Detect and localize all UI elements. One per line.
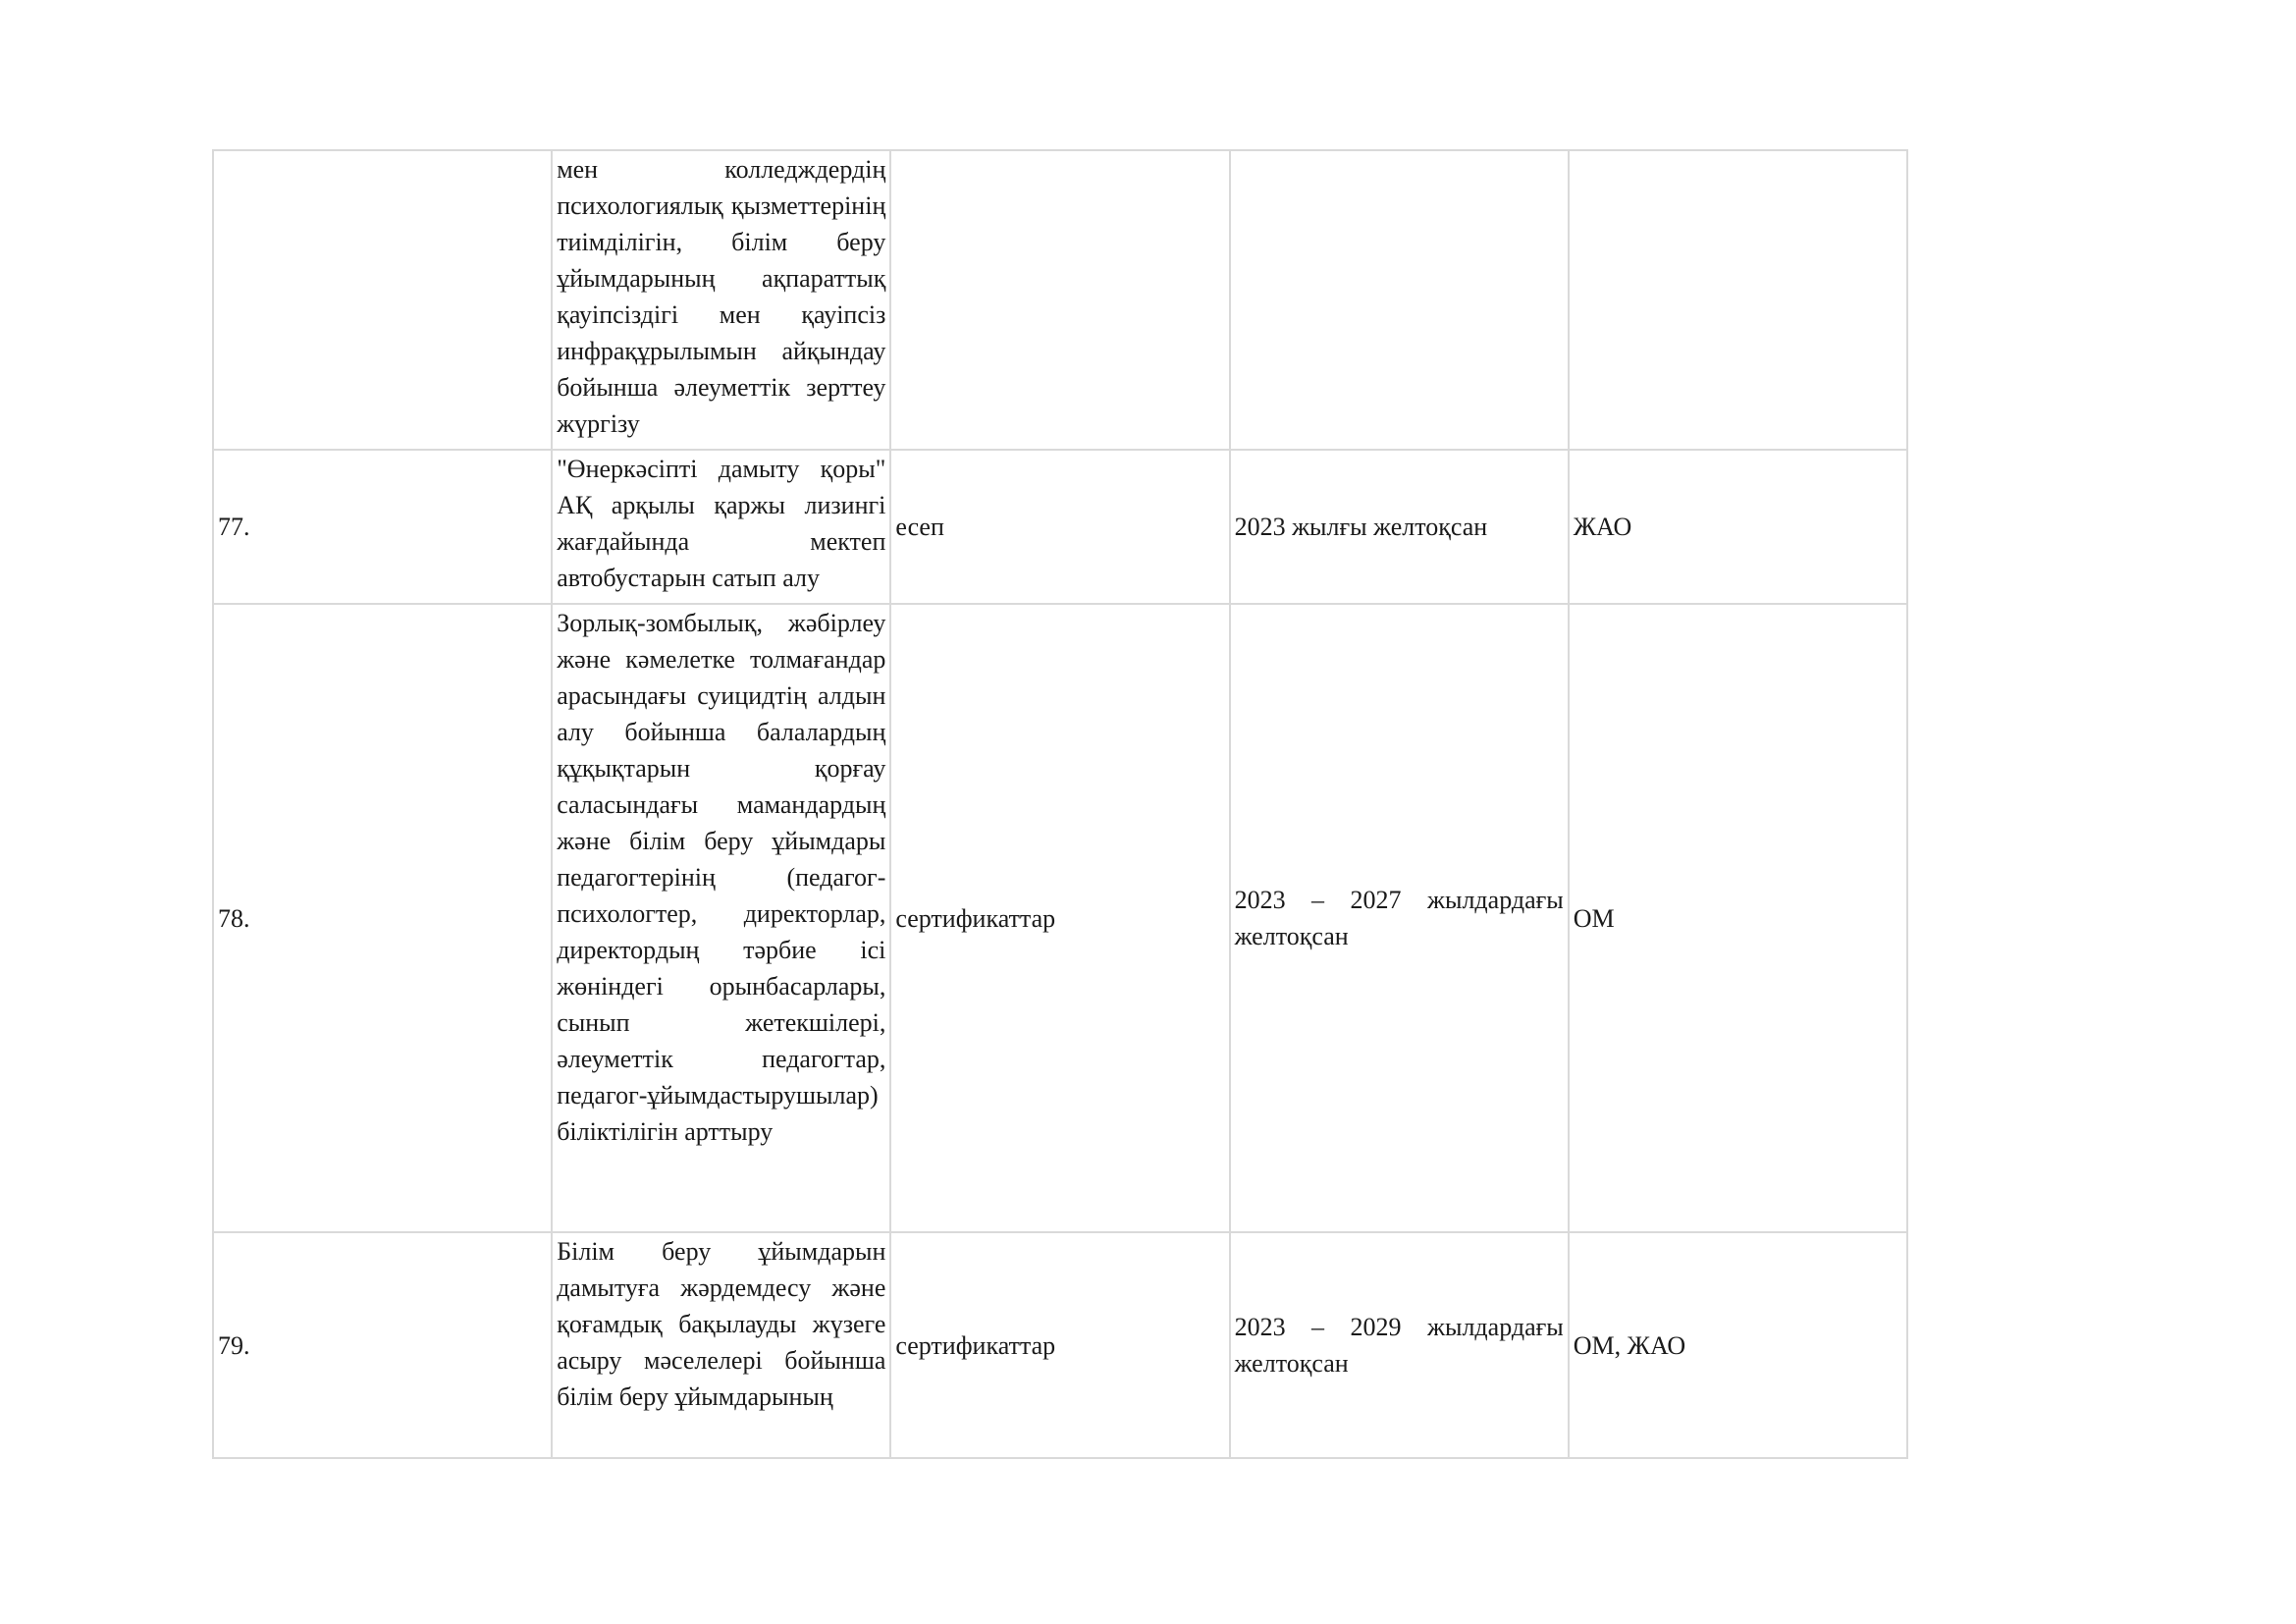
row-description: Зорлық-зомбылық, жәбірлеу және кәмелетке толмағандар арасындағы суицидтің алдын алу бойынша балалардың құқықтарын қорғау саласындағы мамандардың және білім беру ұйымдары педагогтерінің (педагог-психологтер, директорлар, директордың тәрбие ісі жөніндегі орынбасарлары, сынып жетекшілері, әлеуметтік педагогтар, педагог-ұйымдастырушылар) біліктілігін арттыру (552, 604, 890, 1232)
table-row (213, 1232, 1907, 1458)
row-completion-form: сертификаттар (890, 1232, 1229, 1458)
row-responsible (1569, 150, 1907, 450)
row-completion-form (890, 150, 1229, 450)
row-deadline: 2023 – 2027 жылдардағы желтоқсан (1230, 604, 1569, 1232)
row-description: "Өнеркәсіпті дамыту қоры" АҚ арқылы қаржы лизингі жағдайында мектеп автобустарын сатып алу (552, 450, 890, 604)
row-completion-form: сертификаттар (890, 604, 1229, 1232)
row-number: 79. (213, 1232, 552, 1458)
row-completion-form: есеп (890, 450, 1229, 604)
row-number: 78. (213, 604, 552, 1232)
row-description: Білім беру ұйымдарын дамытуға жәрдемдесу және қоғамдық бақылауды жүзеге асыру мәселелері бойынша білім беру ұйымдарының (552, 1232, 890, 1458)
table-row (213, 150, 1907, 450)
row-number: 77. (213, 450, 552, 604)
row-deadline (1230, 150, 1569, 450)
row-responsible: ОМ (1569, 604, 1907, 1232)
row-number (213, 150, 552, 450)
row-description: мен колледждердің психологиялық қызметтерінің тиімділігін, білім беру ұйымдарының ақпараттық қауіпсіздігі мен қауіпсіз инфрақұрылымын айқындау бойынша әлеуметтік зерттеу жүргізу (552, 150, 890, 450)
plan-table (212, 149, 1908, 1459)
row-responsible: ЖАО (1569, 450, 1907, 604)
table-row (213, 450, 1907, 604)
table-row (213, 604, 1907, 1232)
row-responsible: ОМ, ЖАО (1569, 1232, 1907, 1458)
row-deadline: 2023 жылғы желтоқсан (1230, 450, 1569, 604)
row-deadline: 2023 – 2029 жылдардағы желтоқсан (1230, 1232, 1569, 1458)
